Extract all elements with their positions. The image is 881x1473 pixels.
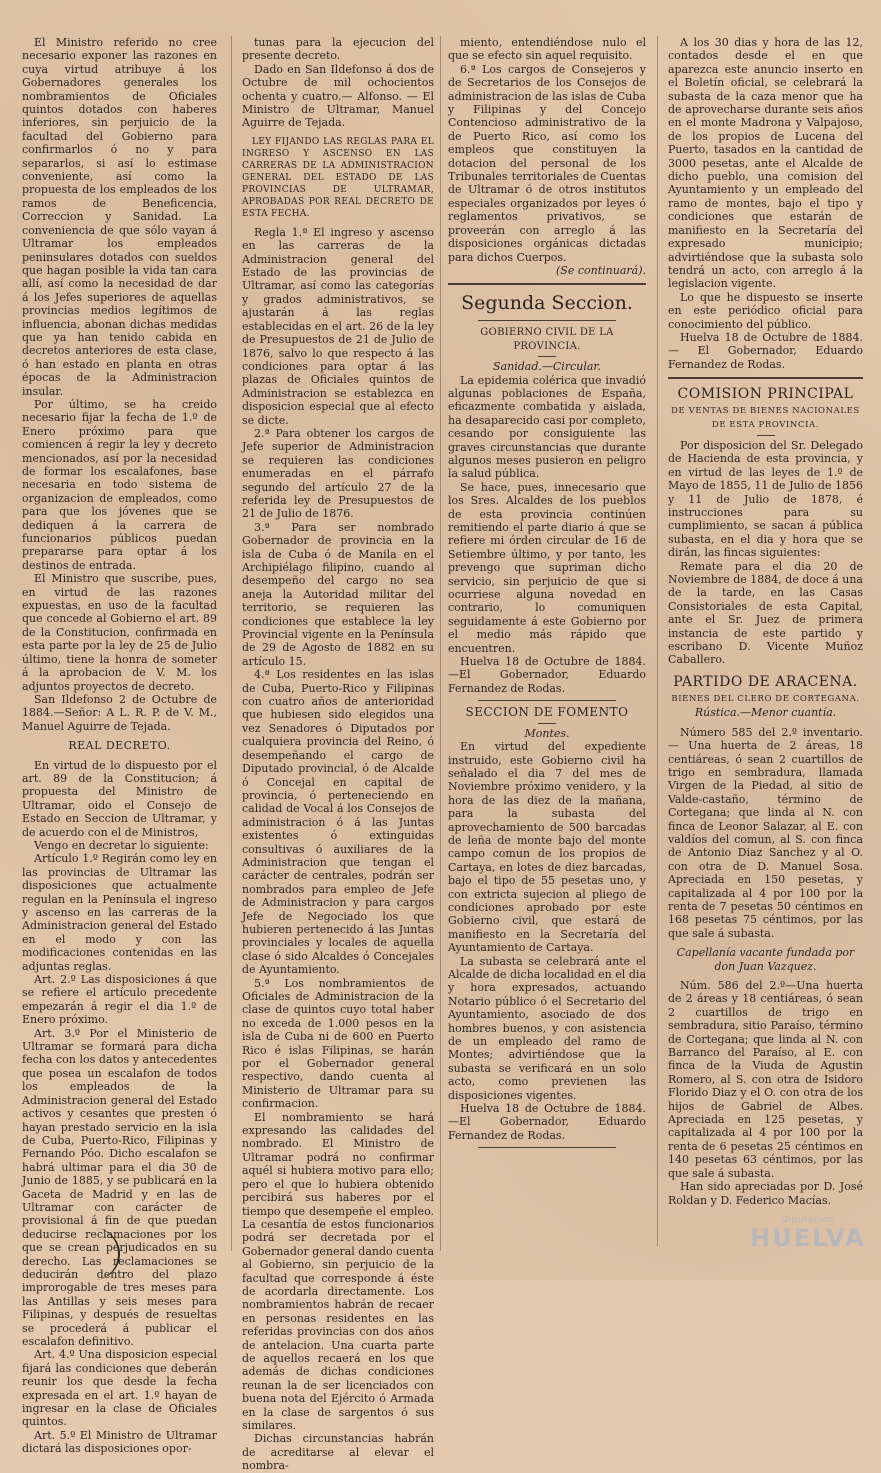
paragraph: Remate para el dia 20 de Noviembre de 1884, de doce á una de la tarde, en las Casas Consistoriales de esta Capital, ante el Sr. Juez de primera instancia de este partido y escribano D. Vicente Muñoz Caballero. bbox=[668, 559, 863, 667]
continued-note: (Se continuará). bbox=[556, 263, 646, 277]
paragraph: tunas para la ejecucion del presente decreto. bbox=[242, 36, 434, 63]
article: Art. 3.º Por el Ministerio de Ultramar se formará para dicha fecha con los datos y antecedentes que posea un escalafon de todos los empleados de la Administracion general del Estado activos y cesantes que presten ó hayan prestado servicio en la isla de Cuba, Puerto-Rico, Filipinas y Fernando Póo. Dicho escalafon se habrá ultimar para el dia 30 de Junio de 1885, y se publicará en la Gaceta de Madrid y en las de Ultramar con carácter de provisional á fin de que puedan deducirse reclamaciones por los que se crean perjudicados en su derecho. Las reclamaciones se deducirán dentro del plazo improrogable de tres meses para las Antillas y seis meses para Filipinas, y después de resueltas se procederá á publicar el escalafon definitivo. bbox=[22, 1026, 217, 1348]
article: Artículo 1.º Regirán como ley en las provincias de Ultramar las disposiciones que actualmente regulan en la Península el ingreso y ascenso en las carreras de la Administracion general del Estado en el modo y con las modificaciones contenidas en las adjuntas reglas. bbox=[22, 852, 217, 973]
signature: Huelva 18 de Octubre de 1884.— El Gobernador, Eduardo Fernandez de Rodas. bbox=[668, 330, 863, 371]
montes-subheading: Montes. bbox=[524, 726, 570, 740]
paragraph: El Ministro que suscribe, pues, en virtud de las razones expuestas, en uso de la facultad que concede al Gobierno el art. 89 de la Constitucion, confirmada en esta parte por la ley de 25 de Julio último, tiene la honra de someter á la aprobacion de V. M. los adjuntos proyectos de decreto. bbox=[22, 572, 217, 693]
article: Art. 5.º El Ministro de Ultramar dictará las disposiciones opor- bbox=[22, 1428, 217, 1456]
column-divider bbox=[440, 36, 441, 1251]
partido-heading: PARTIDO DE ARACENA. bbox=[673, 673, 858, 690]
paragraph: En virtud de lo dispuesto por el art. 89 de la Constitucion; á propuesta del Ministro de Ultramar, oido el Consejo de Estado en Seccion de Ultramar, y de acuerdo con el de Ministros, bbox=[22, 758, 217, 839]
divider bbox=[478, 1147, 616, 1148]
section-rule bbox=[448, 283, 646, 285]
column-divider bbox=[657, 36, 658, 1246]
fomento-heading: SECCION DE FOMENTO bbox=[465, 705, 629, 720]
paragraph: 6.ª Los cargos de Consejeros y de Secretarios de los Consejos de administracion de las islas de Cuba y Filipinas y del Concejo Contencioso administrativo de la de Puerto Rico, así como los empleos que constituyen la dotacion del personal de los Tribunales territoriales de Cuentas de Ultramar ó de otros institutos especiales organizados por leyes ó reglamentos privativos, se proveerán con arreglo á las disposiciones orgánicas dictadas para dichos Cuerpos. bbox=[448, 62, 646, 264]
paragraph: Se hace, pues, innecesario que los Sres. Alcaldes de los pueblos de esta provincia continúen remitiendo el parte diario á que se refiere mi órden circular de 16 de Setiembre último, y por tanto, les prevengo que supriman dicho servicio, sin perjuicio de que si ocurriese alguna novedad en contrario, lo comuniquen seguidamente á este Gobierno por el medio más rápido que encuentren. bbox=[448, 480, 646, 655]
rule: 3.ª Para ser nombrado Gobernador de provincia en la isla de Cuba ó de Manila en el Archipiélago filipino, cuando al desempeño del cargo no sea aneja la Autoridad militar del territorio, se requieren las condiciones que establece la ley Provincial vigente en la Península de 29 de Agosto de 1882 en su artículo 15. bbox=[242, 520, 434, 668]
paragraph: El nombramiento se hará expresando las calidades del nombrado. El Ministro de Ultramar podrá no confirmar aquél si hubiera motivo para ello; pero el que lo hubiera obtenido percibirá sus haberes por el tiempo que desempeñe el empleo. La cesantía de estos funcionarios podrá ser decretada por el Gobernador general dando cuenta al Gobierno, sin perjuicio de la facultad que corresponde á éste de acordarla directamente. Los nombramientos habrán de recaer en personas residentes en las referidas provincias con dos años de antelacion. Una cuarta parte de aquellos recaerá en los que además de dichas condiciones reunan la de ser licenciados con buena nota del Ejército ó Armada en la clase de sargentos ó sus similares. bbox=[242, 1110, 434, 1432]
paragraph: El Ministro referido no cree necesario exponer las razones en cuya virtud atribuye á los Gobernadores generales los nombramientos de Oficiales quintos dotados con haberes inferiores, sin perjuicio de la facultad del Gobierno para confirmarlos ó no y para separarlos, si así lo estimase conveniente, así como la propuesta de los empleados de los ramos de Beneficencia, Correccion y Sanidad. La conveniencia de que sólo vayan á Ultramar los empleados peninsulares dotados con sueldos que hagan posible la vida tan cara allí, así como la necesidad de dar á los Jefes superiores de aquellas provincias medios legítimos de influencia, abonan dichas medidas que ya han tenido cabida en decretos anteriores de esta clase, ó han estado en planta en otras épocas de la Administracion insular. bbox=[22, 36, 217, 398]
comision-subheading: DE VENTAS DE BIENES NACIONALES DE ESTA PROVINCIA. bbox=[671, 406, 860, 430]
article: Art. 2.º Las disposiciones á que se refiere el artículo precedente empezarán á regir el dia 1.º de Enero próximo. bbox=[22, 973, 217, 1027]
column-3 bbox=[448, 36, 646, 1246]
capellania-subheading: Capellanía vacante fundada por don Juan Vazquez. bbox=[676, 946, 855, 973]
paragraph: Por disposicion del Sr. Delegado de Hacienda de esta provincia, y en virtud de las leyes de 1.º de Mayo de 1855, 11 de Julio de 1856 y 11 de Julio de 1878, é instrucciones para su cumplimiento, se sacan á pública subasta, en el dia y hora que se dirán, las fincas siguientes: bbox=[668, 438, 863, 560]
property-listing: Núm. 586 del 2.º—Una huerta de 2 áreas y 18 centiáreas, ó sean 2 cuartillos de trigo en sembradura, sitio Paraíso, término de Cortegana; que linda al N. con Barranco del Paraíso, al E. con finca de la Viuda de Agustin Romero, al S. con otra de Isidoro Florido Diaz y el O. con otra de los hijos de Gabriel de Albes. Apreciada en 125 pesetas, y capitalizada al 4 por 100 por la renta de 6 pesetas 25 céntimos en 140 pesetas 63 céntimos, por las que sale á subasta. bbox=[668, 979, 863, 1180]
rule: 2.ª Para obtener los cargos de Jefe superior de Administracion se requieren las condiciones enumeradas en el párrafo segundo del artículo 27 de la referida ley de Presupuestos de 21 de Julio de 1876. bbox=[242, 426, 434, 521]
comision-heading: COMISION PRINCIPAL bbox=[677, 386, 854, 403]
paragraph: Lo que he dispuesto se inserte en este periódico oficial para conocimiento del público. bbox=[668, 290, 863, 331]
section-title: Segunda Seccion. bbox=[461, 292, 633, 315]
paragraph: Han sido apreciadas por D. José Roldan y D. Federico Macías. bbox=[668, 1180, 863, 1207]
article: Art. 4.º Una disposicion especial fijará las condiciones que deberán reunir los que desde la fecha expresada en el art. 1.º hayan de ingresar en la clase de Oficiales quintos. bbox=[22, 1348, 217, 1429]
column-2 bbox=[242, 36, 434, 1473]
archive-watermark bbox=[738, 1215, 878, 1275]
rule: 5.ª Los nombramientos de Oficiales de Administracion de la clase de quintos cuyo total haber no exceda de 1.000 pesos en la isla de Cuba ni de 600 en Puerto Rico é islas Filipinas, se harán por el Gobernador general respectivo, dando cuenta al Ministerio de Ultramar para su confirmacion. bbox=[242, 976, 434, 1111]
paragraph: La subasta se celebrará ante el Alcalde de dicha localidad en el dia y hora expresados, actuando Notario público ó el Secretario del Ayuntamiento, asociado de dos hombres buenos, y con asistencia de un empleado del ramo de Montes; advirtiéndose que la subasta se verificará en un solo acto, como previenen las disposiciones vigentes. bbox=[448, 954, 646, 1102]
property-listing: Número 585 del 2.º inventario.— Una huerta de 2 áreas, 18 centiáreas, ó sean 2 cuartillos de trigo en sembradura, llamada Virgen de la Piedad, al sitio de Valde-castaño, término de Cortegana; que linda al N. con finca de Leonor Salazar, al E. con valdíos del comun, al S. con finca de Antonio Diaz Sanchez y al O. con otra de D. Manuel Sosa. Apreciada en 150 pesetas, y capitalizada al 4 por 100 por la renta de 7 pesetas 50 céntimos en 168 pesetas 75 céntimos, por las que sale á subasta. bbox=[668, 725, 863, 940]
law-heading: LEY FIJANDO LAS REGLAS PARA EL INGRESO Y ASCENSO EN LAS CARRERAS DE LA ADMINISTRACION GENERAL DEL ESTADO DE LAS PROVINCIAS DE ULTRAMAR, APROBADAS POR REAL DECRETO DE ESTA FECHA. bbox=[242, 136, 434, 219]
decree-heading: REAL DECRETO. bbox=[68, 739, 171, 753]
paragraph: Vengo en decretar lo siguiente: bbox=[34, 838, 209, 852]
column-4 bbox=[668, 36, 863, 1207]
rule: 4.ª Los residentes en las islas de Cuba, Puerto-Rico y Filipinas con cuatro años de anterioridad que hubiesen sido elegidos una vez Senadores ó Diputados por cualquiera provincia del Reino, ó desempeñando el cargo de Diputado provincial, ó de Alcalde ó Concejal en capital de provincia, ó perteneciendo en calidad de Vocal á los Consejos de administracion ó á las Juntas existentes ó extinguidas consultivas ó auxiliares de la Administracion que tengan el carácter de centrales, podrán ser nombrados para empleo de Jefe de Administracion y para cargos Jefe de Negociado los que hubieren pertenecido á las Juntas provinciales y locales de aquella clase ó sido Alcaldes ó Concejales de Ayuntamiento. bbox=[242, 668, 434, 977]
divider bbox=[478, 700, 616, 701]
rule: Regla 1.ª El ingreso y ascenso en las carreras de la Administracion general del Estado de las provincias de Ultramar, así como las categorías y grados administrativos, se ajustarán á las reglas establecidas en el art. 26 de la ley de Presupuestos de 21 de Julio de 1876, salvo lo que respecto á las condiciones para optar á las plazas de Oficiales quintos de Administracion se establezca en disposicion especial que al efecto se dicte. bbox=[242, 225, 434, 427]
section-rule bbox=[668, 377, 863, 379]
watermark-title: HUELVA bbox=[750, 1224, 866, 1252]
rustica-subheading: Rústica.—Menor cuantía. bbox=[694, 706, 837, 720]
column-divider bbox=[231, 36, 232, 1251]
clero-subheading: BIENES DEL CLERO DE CORTEGANA. bbox=[671, 693, 860, 704]
paragraph: Dado en San Ildefonso á dos de Octubre de mil ochocientos ochenta y cuatro.— Alfonso. — El Ministro de Ultramar, Manuel Aguirre de Tejada. bbox=[242, 62, 434, 130]
watermark-line: Diputación bbox=[781, 1215, 835, 1225]
signature: San Ildefonso 2 de Octubre de 1884.—Señor: A L. R. P. de V. M., Manuel Aguirre de Tejada. bbox=[22, 692, 217, 733]
paragraph: miento, entendiéndose nulo el que se efecto sin aquel requisito. bbox=[448, 36, 646, 63]
paragraph: Por último, se ha creido necesario fijar la fecha de 1.º de Enero próximo para que comiencen á regir la ley y decreto mencionados, así por la necesidad de formar los escalafones, base necesaria en todo sistema de organizacion de empleados, como para que los jóvenes que se dediquen á la carrera de funcionarios públicos puedan prepararse para optar á los destinos de entrada. bbox=[22, 397, 217, 572]
paragraph: Dichas circunstancias habrán de acreditarse al elevar el nombra- bbox=[242, 1432, 434, 1473]
column-1 bbox=[22, 36, 217, 1456]
gobierno-heading: GOBIERNO CIVIL DE LA PROVINCIA. bbox=[480, 327, 614, 352]
divider bbox=[478, 320, 616, 321]
signature: Huelva 18 de Octubre de 1884. —El Gobernador, Eduardo Fernandez de Rodas. bbox=[448, 655, 646, 695]
paragraph: En virtud del expediente instruido, este Gobierno civil ha señalado el dia 7 del mes de Noviembre próximo venidero, y la hora de las diez de la mañana, para la subasta del aprovechamiento de 500 barcadas de leña de monte bajo del monte campo comun de los propios de Cartaya, en lotes de diez barcadas, bajo el tipo de 55 pesetas uno, y con extricta sujecion al pliego de condiciones aprobado por este Gobierno civil, que estará de manifiesto en la Secretaría del Ayuntamiento de Cartaya. bbox=[448, 740, 646, 955]
sanidad-subheading: Sanidad.—Circular. bbox=[493, 360, 601, 374]
signature: Huelva 18 de Octubre de 1884. —El Gobernador, Eduardo Fernandez de Rodas. bbox=[448, 1102, 646, 1142]
paragraph: A los 30 dias y hora de las 12, contados desde el en que aparezca este anuncio inserto en el Boletín oficial, se celebrará la subasta de la caza menor que ha de aprovecharse durante seis años en el monte Madrona y Valpajoso, de los propios de Lucena del Puerto, tasados en la cantidad de 3000 pesetas, ante el Alcalde de dicho pueblo, una comision del Ayuntamiento y un empleado del ramo de montes, bajo el tipo y condiciones que estarán de manifiesto en la Secretaría del expresado municipio; advirtiéndose que la subasta solo tendrá un acto, con arreglo á la legislacion vigente. bbox=[668, 36, 863, 291]
paragraph: La epidemia colérica que invadió algunas poblaciones de España, eficazmente combatida y aislada, ha desaparecido casi por completo, cesando por consiguiente las graves circunstancias que durante algunos meses pusieron en peligro la salud pública. bbox=[448, 373, 646, 481]
